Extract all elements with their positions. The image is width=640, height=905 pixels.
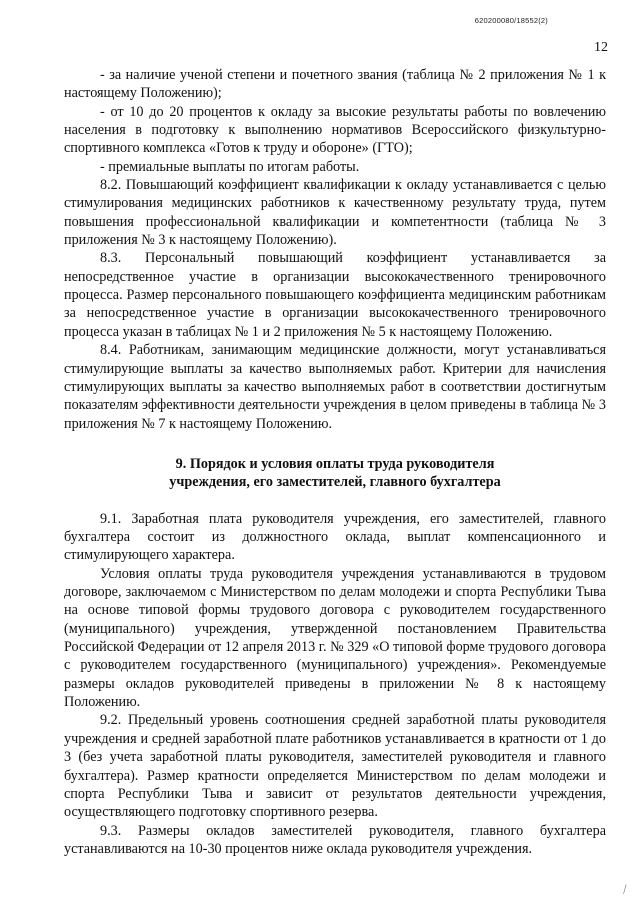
- section-9-title: [64, 455, 606, 492]
- section-9-title-line2: учреждения, его заместителей, главного бухгалтера: [169, 474, 501, 491]
- paragraph-8-2: 8.2. Повышающий коэффициент квалификации к окладу устанавливается с целью стимулирования медицинских работников к качественному результату труда, путем повышения профессиональной квалификации и компетентности (таблица № 3 приложения № 3 к настоящему Положению).: [64, 177, 606, 249]
- scan-mark-icon: ⁄: [621, 882, 629, 896]
- paragraph-9-3: 9.3. Размеры окладов заместителей руководителя, главного бухгалтера устанавливаются на 10-30 процентов ниже оклада руководителя учреждения.: [64, 822, 606, 857]
- paragraph-8-4: 8.4. Работникам, занимающим медицинские должности, могут устанавливаться стимулирующие выплаты за качество выполняемых работ. Критерии для начисления стимулирующих выплаты за качество выполняемых работ в соответствии достигнутым показателям эффективности деятельности учреждения в целом приведены в таблица № 3 приложения № 7 к настоящему Положению.: [64, 342, 606, 432]
- page-number: 12: [594, 40, 608, 55]
- paragraph-premium: - премиальные выплаты по итогам работы.: [100, 158, 360, 175]
- document-code: 620200080/18552(2): [474, 16, 548, 25]
- paragraph-9-2: 9.2. Предельный уровень соотношения средней заработной платы руководителя учреждения и средней заработной плате работников устанавливается в кратности от 1 до 3 (без учета заработной платы руководителя, заместителей руководителя и главного бухгалтера). Размер кратности определяется Министерством по делам молодежи и спорта Республики Тыва и зависит от результатов деятельности учреждения, осуществляющего подготовку спортивного резерва.: [64, 712, 606, 821]
- paragraph-9-1: 9.1. Заработная плата руководителя учреждения, его заместителей, главного бухгалтера состоит из должностного оклада, выплат компенсационного и стимулирующего характера.: [64, 510, 606, 564]
- paragraph-gto-bonus: - от 10 до 20 процентов к окладу за высокие результаты работы по вовлечению населения в подготовку к выполнению нормативов Всероссийского физкультурно-спортивного комплекса «Готов к труду и обороне» (ГТО);: [64, 103, 606, 157]
- paragraph-9-1-conditions: Условия оплаты труда руководителя учреждения устанавливаются в трудовом договоре, заключаемом с Министерством по делам молодежи и спорта Республики Тыва на основе типовой формы трудового договора с руководителем государственного (муниципального) учреждения, утвержденной постановлением Правительства Российской Федерации от 12 апреля 2013 г. № 329 «О типовой форме трудового договора с руководителем государственного (муниципального) учреждения». Рекомендуемые размеры окладов руководителей приведены в приложении № 8 к настоящему Положению.: [64, 565, 606, 711]
- paragraph-degree-bonus: - за наличие ученой степени и почетного звания (таблица № 2 приложения № 1 к настоящему Положению);: [64, 67, 606, 102]
- section-9-title-line1: 9. Порядок и условия оплаты труда руководителя: [175, 455, 495, 472]
- document-body: [64, 66, 606, 858]
- paragraph-8-3: 8.3. Персональный повышающий коэффициент устанавливается за непосредственное участие в организации высококачественного тренировочного процесса. Размер персонального повышающего коэффициента медицинским работникам за непосредственное участие в организации высококачественного тренировочного процесса указан в таблицах № 1 и 2 приложения № 5 к настоящему Положению.: [64, 250, 606, 340]
